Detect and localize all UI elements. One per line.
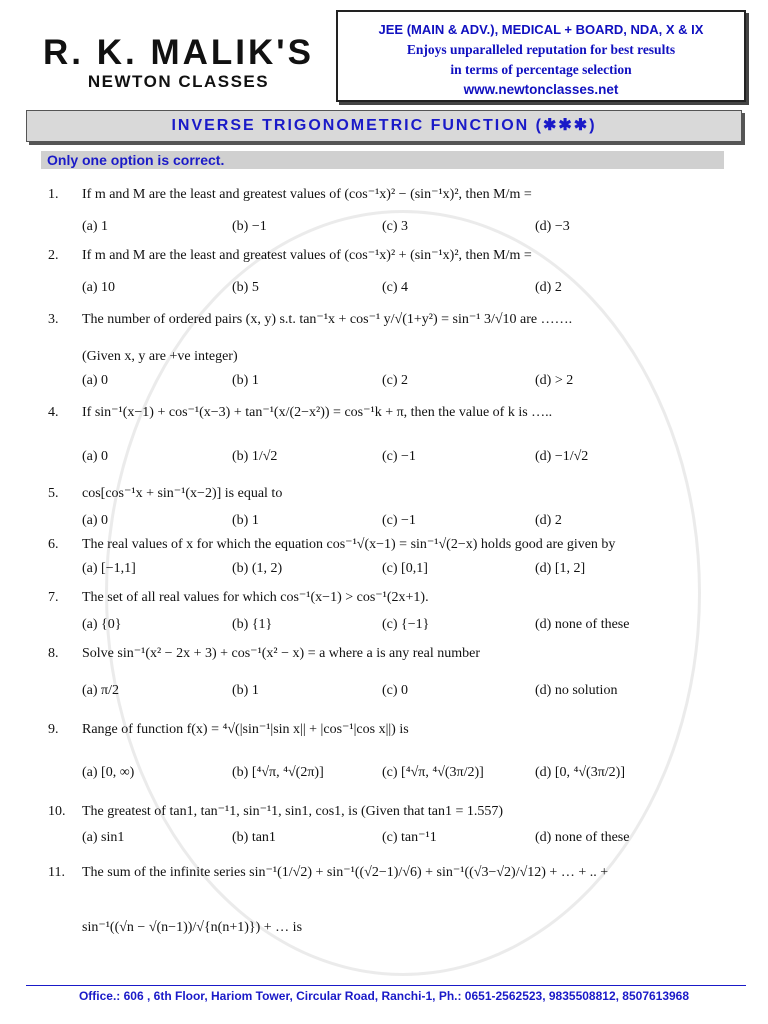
option-c: (c) −1 xyxy=(382,513,416,528)
option-b: (b) 1 xyxy=(232,513,259,528)
question-number: 9. xyxy=(48,722,59,737)
logo-name: R. K. MALIK'S xyxy=(43,33,314,72)
question-text: cos[cos⁻¹x + sin⁻¹(x−2)] is equal to xyxy=(82,486,283,501)
option-c: (c) 4 xyxy=(382,280,409,295)
option-d: (d) > 2 xyxy=(535,373,574,388)
question-text: Range of function f(x) = ⁴√(|sin⁻¹|sin x|| + |cos⁻¹|cos x||) is xyxy=(82,722,409,737)
option-c: (c) 0 xyxy=(382,683,409,698)
question-number: 11. xyxy=(48,865,65,880)
question-text-continued: sin⁻¹((√n − √(n−1))/√{n(n+1)}) + … is xyxy=(82,920,303,935)
option-d: (d) none of these xyxy=(535,830,630,845)
option-b: (b) 1/√2 xyxy=(232,449,278,464)
question-number: 5. xyxy=(48,486,59,501)
info-reputation: Enjoys unparalleled reputation for best results xyxy=(406,42,676,57)
logo xyxy=(26,34,331,92)
option-c: (c) [0,1] xyxy=(382,561,428,576)
option-d: (d) [0, ⁴√(3π/2)] xyxy=(535,765,625,780)
option-c: (c) [⁴√π, ⁴√(3π/2)] xyxy=(382,765,484,780)
option-c: (c) 2 xyxy=(382,373,409,388)
option-c: (c) tan⁻¹1 xyxy=(382,830,437,845)
question-number: 6. xyxy=(48,537,59,552)
option-d: (d) none of these xyxy=(535,617,630,632)
option-a: (a) [−1,1] xyxy=(82,561,136,576)
option-a: (a) 10 xyxy=(82,280,116,295)
option-b: (b) tan1 xyxy=(232,830,276,845)
question-text: The set of all real values for which cos⁻¹(x−1) > cos⁻¹(2x+1). xyxy=(82,590,429,605)
option-c: (c) 3 xyxy=(382,219,409,234)
option-d: (d) 2 xyxy=(535,513,562,528)
info-website-link[interactable]: www.newtonclasses.net xyxy=(463,82,619,97)
option-a: (a) π/2 xyxy=(82,683,119,698)
option-b: (b) [⁴√π, ⁴√(2π)] xyxy=(232,765,324,780)
page-title: INVERSE TRIGONOMETRIC FUNCTION (✱✱✱) xyxy=(26,110,742,142)
question-text: The greatest of tan1, tan⁻¹1, sin⁻¹1, sin1, cos1, is (Given that tan1 = 1.557) xyxy=(82,804,504,819)
question-number: 4. xyxy=(48,405,59,420)
question-text: If m and M are the least and greatest values of (cos⁻¹x)² + (sin⁻¹x)², then M/m = xyxy=(82,248,532,263)
question-text: If m and M are the least and greatest values of (cos⁻¹x)² − (sin⁻¹x)², then M/m = xyxy=(82,187,532,202)
option-c: (c) −1 xyxy=(382,449,416,464)
instruction-bar: Only one option is correct. xyxy=(41,151,724,169)
option-b: (b) 5 xyxy=(232,280,259,295)
option-a: (a) {0} xyxy=(82,617,122,632)
option-d: (d) 2 xyxy=(535,280,562,295)
option-d: (d) no solution xyxy=(535,683,618,698)
option-a: (a) sin1 xyxy=(82,830,125,845)
question-number: 1. xyxy=(48,187,59,202)
question-text: The sum of the infinite series sin⁻¹(1/√2) + sin⁻¹((√2−1)/√6) + sin⁻¹((√3−√2)/√12) + … + .. + xyxy=(82,865,609,880)
question-number: 7. xyxy=(48,590,59,605)
option-c: (c) {−1} xyxy=(382,617,430,632)
option-a: (a) 1 xyxy=(82,219,109,234)
footer-divider xyxy=(26,985,746,986)
info-courses: JEE (MAIN & ADV.), MEDICAL + BOARD, NDA, X & IX xyxy=(378,22,704,37)
option-a: (a) 0 xyxy=(82,449,109,464)
question-number: 2. xyxy=(48,248,59,263)
question-text: If sin⁻¹(x−1) + cos⁻¹(x−3) + tan⁻¹(x/(2−x²)) = cos⁻¹k + π, then the value of k is ….. xyxy=(82,405,553,420)
question-text: The number of ordered pairs (x, y) s.t. tan⁻¹x + cos⁻¹ y/√(1+y²) = sin⁻¹ 3/√10 are ……. xyxy=(82,312,573,327)
info-box xyxy=(336,10,746,102)
option-a: (a) [0, ∞) xyxy=(82,765,135,780)
option-a: (a) 0 xyxy=(82,373,109,388)
option-d: (d) [1, 2] xyxy=(535,561,586,576)
option-b: (b) (1, 2) xyxy=(232,561,283,576)
question-note: (Given x, y are +ve integer) xyxy=(82,349,238,364)
question-number: 3. xyxy=(48,312,59,327)
question-text: Solve sin⁻¹(x² − 2x + 3) + cos⁻¹(x² − x) = a where a is any real number xyxy=(82,646,481,661)
footer-office-address: Office.: 606 , 6th Floor, Hariom Tower, Circular Road, Ranchi-1, Ph.: 0651-2562523, 9835508812, 8507613968 xyxy=(78,989,690,1003)
option-b: (b) 1 xyxy=(232,373,259,388)
option-d: (d) −1/√2 xyxy=(535,449,589,464)
logo-subtitle: NEWTON CLASSES xyxy=(87,72,270,91)
option-a: (a) 0 xyxy=(82,513,109,528)
option-b: (b) −1 xyxy=(232,219,267,234)
option-b: (b) {1} xyxy=(232,617,273,632)
option-d: (d) −3 xyxy=(535,219,570,234)
question-number: 8. xyxy=(48,646,59,661)
info-selection: in terms of percentage selection xyxy=(450,62,632,77)
question-text: The real values of x for which the equation cos⁻¹√(x−1) = sin⁻¹√(2−x) holds good are given by xyxy=(82,537,616,552)
option-b: (b) 1 xyxy=(232,683,259,698)
question-number: 10. xyxy=(48,804,66,819)
